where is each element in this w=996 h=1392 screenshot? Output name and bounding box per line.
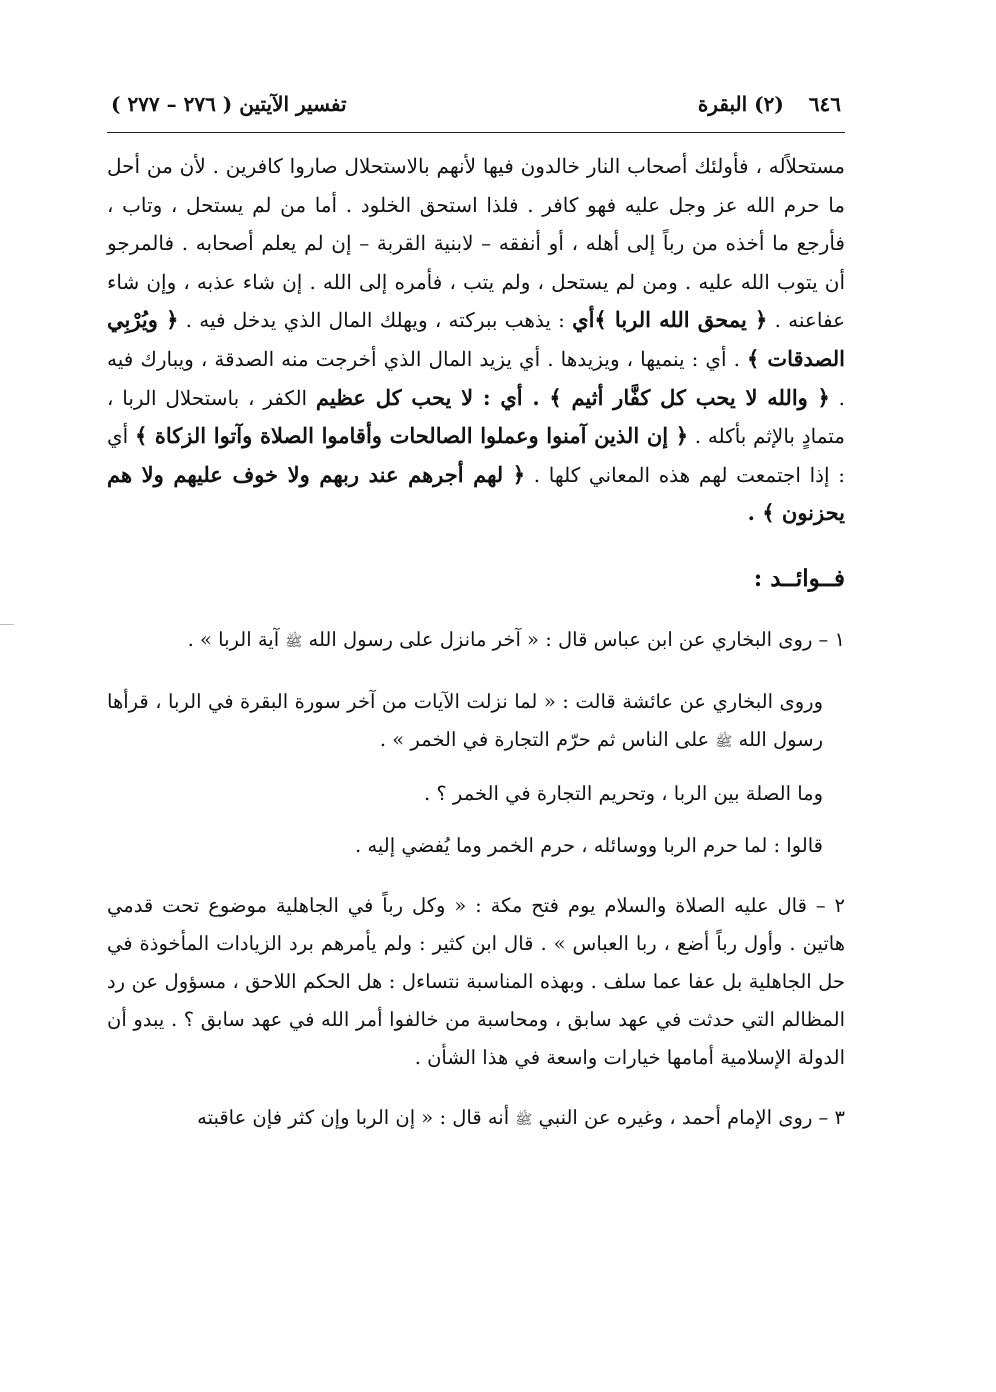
fawaid-item-2: ٢ – قال عليه الصلاة والسلام يوم فتح مكة : « وكل رباً في الجاهلية موضوع تحت قدمي هاتين . وأول رباً أضع ، ربا العباس » . قال ابن كثير : ولم يأمرهم برد الزيادات المأخوذة في حل الجاهلية بل عفا عما سلف . وبهذه المناسبة نتساءل : هل الحكم اللاحق ، مسؤول عن رد المظالم التي حدثت في عهد سابق ، ومحاسبة من خالفوا أمر الله في عهد سابق ؟ . يبدو أن الدولة الإسلامية أمامها خيارات واسعة في هذا الشأن .: [107, 893, 845, 1069]
book-page: [107, 92, 845, 1139]
verse-quote-4: ﴿ إن الذين آمنوا وعملوا الصالحات وأقاموا الصلاة وآتوا الزكاة ﴾: [134, 423, 689, 449]
salawat-symbol: ﷺ: [285, 633, 303, 650]
salawat-symbol: ﷺ: [515, 1111, 533, 1128]
commentary-paragraph: [107, 147, 845, 533]
fawaid-heading: فــوائــد :: [753, 564, 845, 592]
commentary-text-3: . أي : ينميها ، ويزيدها . أي يزيد المال الذي أخرجت منه الصدقة ، ويبارك فيه .: [107, 346, 845, 410]
commentary-text-1: مستحلاًله ، فأولئك أصحاب النار خالدون فيها لأنهم بالاستحلال صاروا كافرين . لأن من أحل ما حرم الله عز وجل عليه فهو كافر . فلذا استحق الخلود . أما من لم يستحل ، وتاب ، فأرجع ما أخذه من رباً إلى أهله ، أو أنفقه – لابنية القربة – إن لم يعلم أصحابه . فالمرجو أن يتوب الله عليه . ومن لم يستحل ، ولم يتب ، فأمره إلى الله . إن شاء عذبه ، وإن شاء عفاعنه .: [107, 154, 846, 333]
verse-quote-1: ﴿ يمحق الله الربا ﴾أي: [572, 307, 768, 333]
page-number: ٦٤٦: [808, 92, 841, 116]
fawaid-question: وما الصلة بين الربا ، وتحريم التجارة في الخمر ؟ .: [423, 781, 823, 805]
verse-quote-5: ﴿ لهم أجرهم عند ربهم ولا خوف عليهم ولا هم يحزنون ﴾ .: [107, 461, 845, 526]
commentary-text-4: الكفر ، باستحلال الربا ، متمادٍ بالإثم بأكله .: [107, 385, 846, 449]
page-header: [107, 92, 845, 133]
commentary-text-5: أي : إذا اجتمعت لهم هذه المعاني كلها .: [107, 424, 846, 487]
surah-name: (٢) البقرة: [697, 92, 784, 116]
fawaid-answer: قالوا : لما حرم الربا ووسائله ، حرم الخمر وما يُفضي إليه .: [355, 833, 823, 857]
verse-quote-3: ﴿ والله لا يحب كل كفَّار أثيم ﴾ . أي : لا يحب كل عظيم: [315, 384, 830, 410]
margin-mark: [0, 624, 14, 625]
fawaid-item-3: ٣ – روى الإمام أحمد ، وغيره عن النبي ﷺ أنه قال : « إن الربا وإن كثر فإن عاقبته: [197, 1105, 845, 1129]
section-title: تفسير الآيتين ( ٢٧٦ – ٢٧٧ ): [111, 92, 347, 116]
commentary-text-2: : يذهب ببركته ، ويهلك المال الذي يدخل فيه .: [185, 308, 565, 333]
fawaid-item-1: ١ – روى البخاري عن ابن عباس قال : « آخر مانزل على رسول الله ﷺ آية الربا » .: [187, 627, 845, 651]
header-right: [680, 92, 841, 116]
salawat-symbol: ﷺ: [715, 733, 733, 750]
verse-quote-2: ﴿ ويُرْبِي الصدقات ﴾: [107, 307, 845, 371]
fawaid-item-1-hadith-2: وروى البخاري عن عائشة قالت : « لما نزلت الآيات من آخر سورة البقرة في الربا ، قرأها رسول الله ﷺ على الناس ثم حرّم التجارة في الخمر » .: [107, 689, 823, 751]
